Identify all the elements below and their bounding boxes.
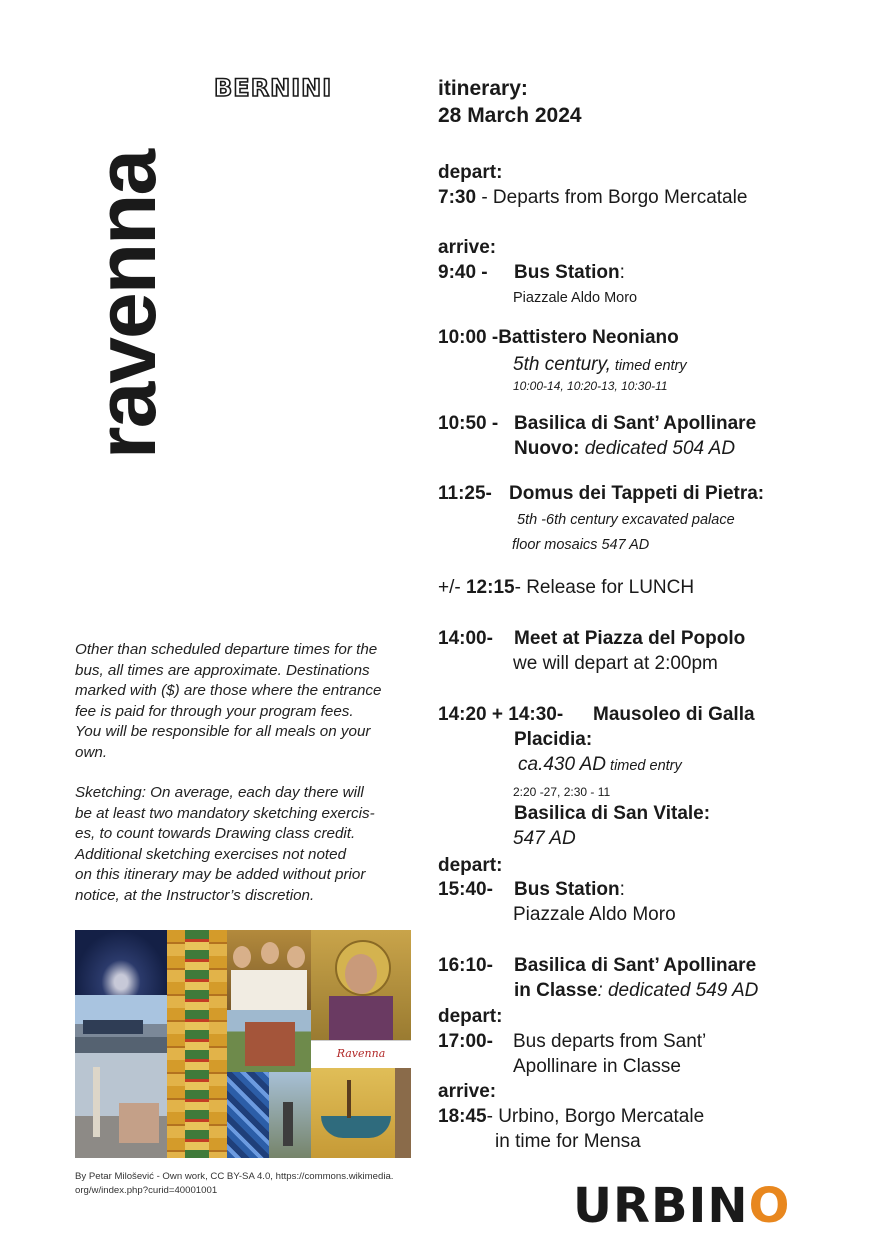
stop-bus-station-arrive bbox=[438, 261, 638, 306]
logo-o: O bbox=[748, 1178, 791, 1234]
credit-line: By Petar Milošević - Own work, CC BY-SA 4.0, https://commons.wikimedia. bbox=[75, 1171, 394, 1182]
stop-punct: : bbox=[619, 879, 625, 900]
note-line: on this itinerary may be added without prior bbox=[75, 866, 366, 883]
stop-place-cont: in Classe bbox=[514, 980, 598, 1001]
stop-place: Basilica di San Vitale: bbox=[514, 803, 711, 824]
depart-label: depart: bbox=[438, 855, 503, 876]
arrive-label: arrive: bbox=[438, 237, 497, 258]
stop-prefix: +/- bbox=[438, 577, 466, 598]
stop-place-cont: Nuovo: bbox=[514, 438, 580, 459]
credit-line: org/w/index.php?curid=40001001 bbox=[75, 1185, 218, 1196]
stop-entry-times: 2:20 -27, 2:30 - 11 bbox=[513, 785, 611, 799]
golden-mosaic-image bbox=[167, 930, 227, 1158]
collage-label: Ravenna bbox=[336, 1047, 386, 1060]
stop-bus-station-depart bbox=[438, 878, 676, 925]
stop-sant-apollinare-nuovo bbox=[438, 412, 757, 459]
note-line: es, to count towards Drawing class credit. bbox=[75, 825, 356, 842]
stop-date: ca.430 AD bbox=[518, 754, 607, 775]
stop-time: 16:10- bbox=[438, 955, 493, 976]
stop-text: Bus departs from Sant’ bbox=[513, 1031, 707, 1052]
stop-urbino-arrive bbox=[438, 1105, 705, 1152]
stop-place: Bus Station bbox=[514, 879, 620, 900]
stop-time: 10:00 - bbox=[438, 327, 499, 348]
harbour-ship-image bbox=[75, 995, 167, 1053]
stop-place: Basilica di Sant’ Apollinare bbox=[514, 413, 757, 434]
stop-time: 12:15 bbox=[465, 577, 515, 598]
note-line: You will be responsible for all meals on your bbox=[75, 723, 371, 740]
note-line: notice, at the Instructor’s discretion. bbox=[75, 886, 315, 904]
stop-place: Battistero Neoniano bbox=[498, 327, 679, 348]
piazza-column-image bbox=[75, 1053, 167, 1158]
stop-time: 10:50 - bbox=[438, 413, 499, 434]
stop-text: - Departs from Borgo Mercatale bbox=[481, 187, 748, 208]
collage-label-box bbox=[311, 1040, 411, 1070]
stop-time: 18:45 bbox=[438, 1106, 487, 1127]
stop-text: Apollinare in Classe bbox=[513, 1056, 681, 1077]
stop-bus-departs-classe bbox=[438, 1030, 707, 1077]
stop-sant-apollinare-classe bbox=[438, 954, 759, 1001]
stop-text: - Release for LUNCH bbox=[514, 577, 695, 598]
brand-label: BERNINI bbox=[214, 74, 333, 102]
stop-time: 7:30 bbox=[438, 187, 477, 208]
stop-punct: : bbox=[619, 262, 625, 283]
mosaic-figures-image bbox=[227, 930, 311, 1010]
itinerary-heading: itinerary: bbox=[438, 77, 528, 100]
notes-paragraph-times bbox=[75, 640, 415, 763]
stop-date: 547 AD bbox=[513, 828, 576, 849]
stop-time: 14:20 + 14:30- bbox=[438, 704, 564, 725]
urbino-logo bbox=[573, 1178, 790, 1234]
title-container bbox=[78, 70, 173, 540]
stop-subtitle: Piazzale Aldo Moro bbox=[513, 290, 638, 306]
stop-galla-placidia bbox=[438, 703, 755, 849]
ship-mosaic-image bbox=[311, 1068, 411, 1158]
stop-time: 9:40 - bbox=[438, 262, 488, 283]
itinerary-date: 28 March 2024 bbox=[438, 104, 582, 127]
stop-century: 5th century, bbox=[513, 354, 611, 375]
notes-paragraph-sketching bbox=[75, 783, 415, 906]
stop-text: in time for Mensa bbox=[495, 1131, 641, 1152]
note-line: fee is paid for through your program fees. bbox=[75, 702, 354, 720]
stop-place: Basilica di Sant’ Apollinare bbox=[514, 955, 757, 976]
stop-dedicated: : dedicated 549 AD bbox=[597, 980, 759, 1001]
stop-note: timed entry bbox=[606, 758, 682, 774]
ravenna-photo-collage bbox=[75, 930, 411, 1158]
stop-depart-borgo bbox=[438, 186, 747, 211]
note-line: marked with ($) are those where the entrance bbox=[75, 682, 382, 699]
stop-place: Meet at Piazza del Popolo bbox=[514, 628, 746, 649]
blue-mosaic-image bbox=[227, 1072, 311, 1158]
stop-entry-times: 10:00-14, 10:20-13, 10:30-11 bbox=[513, 379, 668, 393]
stop-lunch bbox=[438, 576, 694, 601]
page-title: ravenna bbox=[78, 150, 173, 460]
stop-dedicated: dedicated 504 AD bbox=[579, 438, 736, 459]
note-line: own. bbox=[75, 743, 108, 761]
note-line: Additional sketching exercises not noted bbox=[75, 845, 347, 863]
depart-label: depart: bbox=[438, 1006, 503, 1027]
stop-time: 15:40- bbox=[438, 879, 493, 900]
depart-label: depart: bbox=[438, 162, 503, 183]
stop-piazza-popolo bbox=[438, 627, 746, 674]
note-line: Sketching: On average, each day there will bbox=[75, 784, 364, 801]
stop-subtitle: Piazzale Aldo Moro bbox=[513, 904, 676, 925]
arrive-label: arrive: bbox=[438, 1081, 497, 1102]
image-credit bbox=[75, 1170, 425, 1198]
stop-text: - Urbino, Borgo Mercatale bbox=[486, 1106, 705, 1127]
stop-place: Domus dei Tappeti di Pietra: bbox=[509, 483, 765, 504]
stop-description: 5th -6th century excavated palace bbox=[517, 512, 735, 528]
stop-description: floor mosaics 547 AD bbox=[512, 537, 650, 553]
mosaic-dome-image bbox=[75, 930, 167, 995]
stop-time: 11:25- bbox=[438, 483, 492, 504]
logo-text: URBIN bbox=[573, 1178, 749, 1234]
stop-subtitle: we will depart at 2:00pm bbox=[513, 653, 718, 674]
stop-time: 14:00- bbox=[438, 628, 493, 649]
note-line: Other than scheduled departure times for the bbox=[75, 641, 378, 658]
justinian-mosaic-image bbox=[311, 930, 411, 1040]
mausoleum-image bbox=[227, 1010, 311, 1072]
note-line: bus, all times are approximate. Destinations bbox=[75, 661, 370, 679]
stop-domus bbox=[438, 482, 765, 553]
stop-battistero bbox=[438, 326, 687, 393]
stop-place: Bus Station bbox=[514, 262, 620, 283]
stop-time: 17:00- bbox=[438, 1031, 493, 1052]
note-line: be at least two mandatory sketching exercis- bbox=[75, 804, 375, 822]
stop-note: timed entry bbox=[610, 358, 687, 374]
stop-place-cont: Placidia: bbox=[514, 729, 593, 750]
stop-place: Mausoleo di Galla bbox=[593, 704, 755, 725]
